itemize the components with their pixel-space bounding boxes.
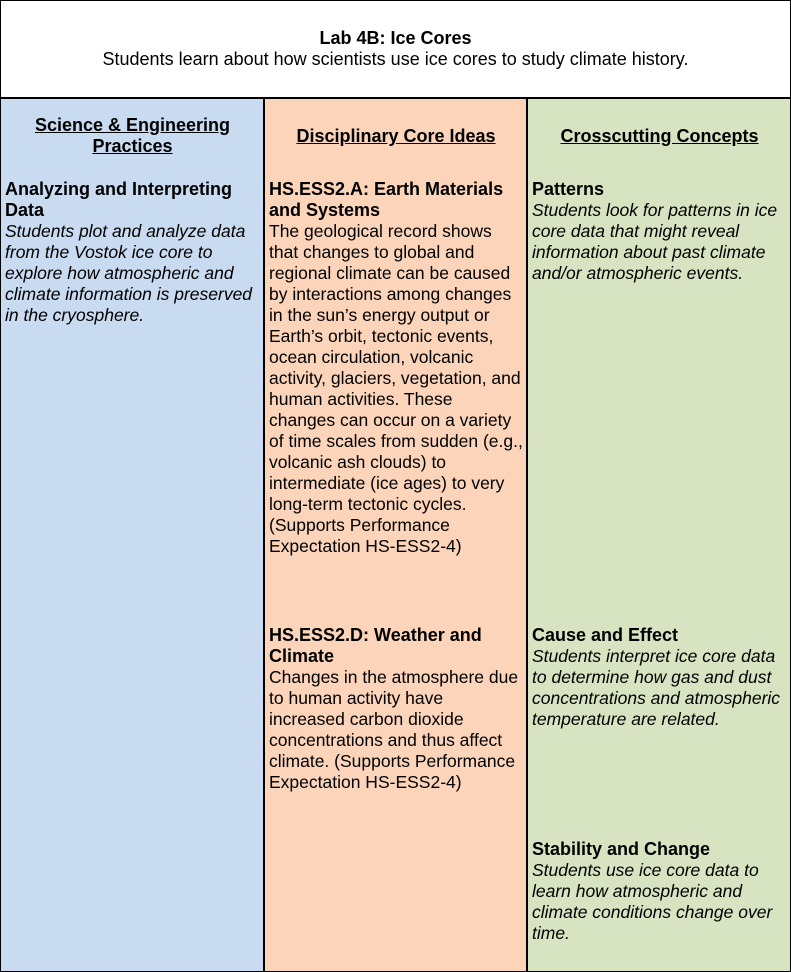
item-text: Students interpret ice core data to determine how gas and dust concentrations and atmospheric temperature are related. — [532, 646, 781, 729]
column-heading: Disciplinary Core Ideas — [296, 126, 496, 146]
core-idea-item — [269, 179, 523, 557]
item-text: The geological record shows that changes to global and regional climate can be caused by interactions among changes in the sun’s energy output or Earth’s orbit, tectonic events, ocean circulation, volcanic activity, glaciers, vegetation, and human activities. These changes can occur on a variety of time scales from sudden (e.g., volcanic ash clouds) to intermediate (ice ages) to very long-term tectonic cycles. (Supports Performance Expectation HS-ESS2-4) — [269, 221, 523, 556]
item-title: Stability and Change — [532, 839, 711, 859]
item-title: Patterns — [532, 179, 605, 199]
column-heading: Science & Engineering Practices — [34, 115, 231, 156]
item-title: HS.ESS2.D: Weather and Climate — [269, 625, 482, 666]
item-title: Cause and Effect — [532, 625, 679, 645]
item-title: Analyzing and Interpreting Data — [5, 179, 233, 220]
concept-item — [532, 839, 787, 944]
concept-item — [532, 625, 787, 730]
column-disciplinary-core-ideas — [265, 99, 528, 971]
lab-subtitle: Students learn about how scientists use ice cores to study climate history. — [102, 49, 689, 69]
column-heading: Crosscutting Concepts — [560, 126, 759, 146]
practice-item — [5, 179, 260, 326]
item-text: Students plot and analyze data from the Vostok ice core to explore how atmospheric and climate information is preserved in the cryosphere. — [5, 221, 253, 325]
table-header — [1, 1, 790, 99]
column-science-engineering-practices — [1, 99, 265, 971]
column-crosscutting-concepts — [528, 99, 790, 971]
item-title: HS.ESS2.A: Earth Materials and Systems — [269, 179, 504, 220]
concept-item — [532, 179, 787, 284]
item-text: Changes in the atmosphere due to human activity have increased carbon dioxide concentrations and thus affect climate. (Supports Performance Expectation HS-ESS2-4) — [269, 667, 519, 792]
core-idea-item — [269, 625, 523, 793]
item-text: Students use ice core data to learn how atmospheric and climate conditions change over time. — [532, 860, 773, 943]
item-text: Students look for patterns in ice core data that might reveal information about past climate and/or atmospheric events. — [532, 200, 778, 283]
lab-title: Lab 4B: Ice Cores — [319, 28, 472, 48]
